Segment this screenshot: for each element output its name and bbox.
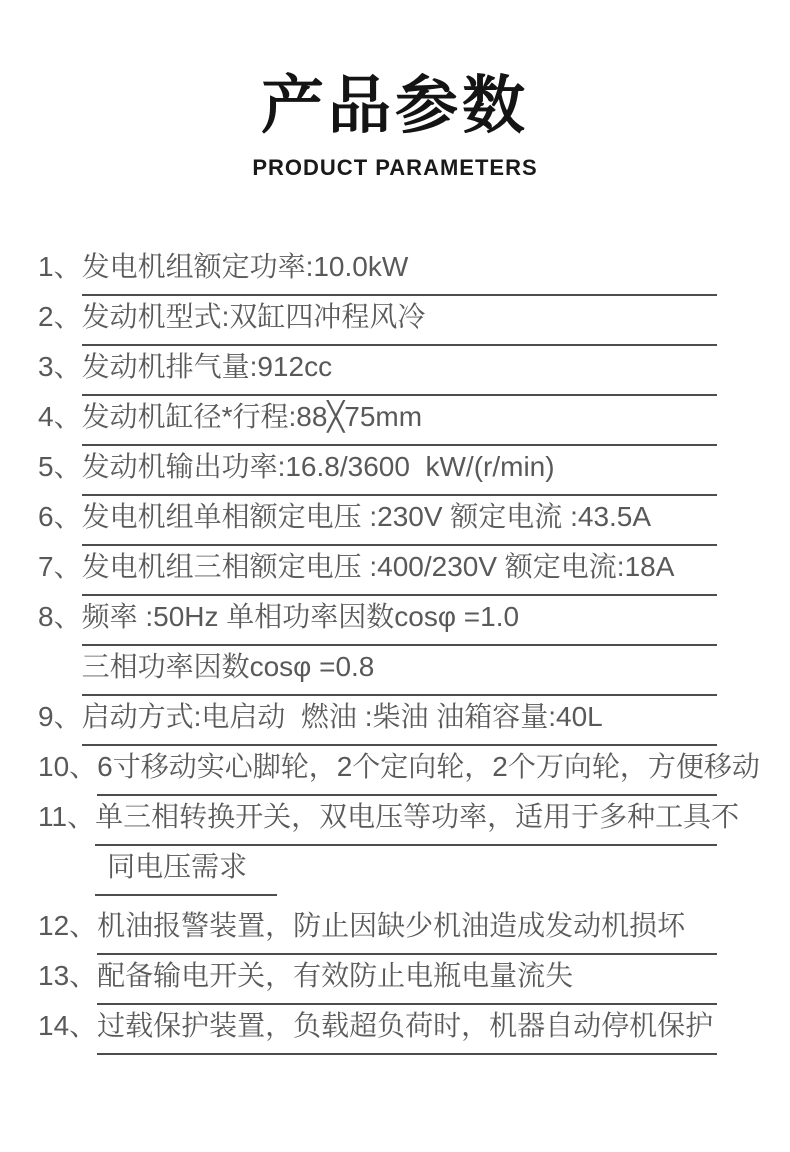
parameter-list	[38, 249, 760, 1055]
parameter-content	[82, 699, 717, 746]
parameter-number: 9、	[38, 701, 82, 733]
parameter-number: 14、	[38, 1010, 98, 1042]
parameter-content	[82, 499, 717, 546]
parameter-line: 发动机型式:双缸四冲程风冷	[82, 299, 717, 346]
parameter-line-text: 同电压需求	[95, 849, 277, 896]
parameter-content	[82, 599, 717, 696]
page-subtitle: PRODUCT PARAMETERS	[252, 155, 538, 181]
parameter-number: 1、	[38, 251, 82, 283]
parameter-content	[82, 449, 717, 496]
parameter-number: 12、	[38, 910, 98, 942]
parameter-item	[38, 349, 717, 396]
parameter-item	[38, 749, 760, 796]
parameter-number: 2、	[38, 301, 82, 333]
parameter-number: 6、	[38, 501, 82, 533]
parameter-line: 发电机组三相额定电压 :400/230V 额定电流:18A	[82, 549, 717, 596]
parameter-line: 启动方式:电启动 燃油 :柴油 油箱容量:40L	[82, 699, 717, 746]
parameter-line: 发电机组单相额定电压 :230V 额定电流 :43.5A	[82, 499, 717, 546]
parameter-item	[38, 699, 717, 746]
page-title: 产品参数	[261, 71, 529, 141]
parameter-number: 4、	[38, 401, 82, 433]
parameter-content	[82, 549, 717, 596]
parameter-line: 单三相转换开关，双电压等功率，适用于多种工具不	[95, 799, 717, 846]
parameter-number: 3、	[38, 351, 82, 383]
parameter-line: 发电机组额定功率:10.0kW	[82, 249, 717, 296]
parameter-number: 11、	[38, 801, 96, 833]
parameter-number: 5、	[38, 451, 82, 483]
parameter-item	[38, 958, 717, 1005]
parameter-line: 配备输电开关，有效防止电瓶电量流失	[97, 958, 717, 1005]
parameter-item	[38, 908, 717, 955]
parameter-line: 发动机缸径*行程:88╳75mm	[82, 399, 717, 446]
header	[0, 0, 790, 181]
parameter-line: 6寸移动实心脚轮，2个定向轮，2个万向轮，方便移动	[97, 749, 717, 796]
parameter-line: 过载保护装置，负载超负荷时，机器自动停机保护	[97, 1008, 717, 1055]
parameter-number: 10、	[38, 751, 98, 783]
parameter-content	[97, 1008, 717, 1055]
parameter-content	[97, 749, 760, 796]
parameter-line: 机油报警装置，防止因缺少机油造成发动机损坏	[97, 908, 717, 955]
parameter-line: 频率 :50Hz 单相功率因数cosφ =1.0	[82, 599, 717, 646]
parameter-item	[38, 799, 740, 905]
parameter-item	[38, 399, 717, 446]
parameter-content	[95, 799, 740, 905]
parameter-content	[82, 299, 717, 346]
parameter-item	[38, 1008, 717, 1055]
parameter-number: 8、	[38, 601, 82, 633]
parameter-content	[97, 958, 717, 1005]
parameter-line	[95, 849, 717, 905]
parameter-content	[82, 249, 717, 296]
parameter-line: 发动机输出功率:16.8/3600 kW/(r/min)	[82, 449, 717, 496]
parameter-content	[97, 908, 717, 955]
parameter-item	[38, 249, 717, 296]
parameter-item	[38, 549, 717, 596]
parameter-content	[82, 349, 717, 396]
parameter-number: 13、	[38, 960, 98, 992]
parameter-item	[38, 299, 717, 346]
parameter-content	[82, 399, 717, 446]
parameter-line: 发动机排气量:912cc	[82, 349, 717, 396]
parameter-line: 三相功率因数cosφ =0.8	[82, 649, 717, 696]
parameter-item	[38, 449, 717, 496]
parameter-number: 7、	[38, 551, 82, 583]
parameter-item	[38, 599, 717, 696]
parameter-item	[38, 499, 717, 546]
